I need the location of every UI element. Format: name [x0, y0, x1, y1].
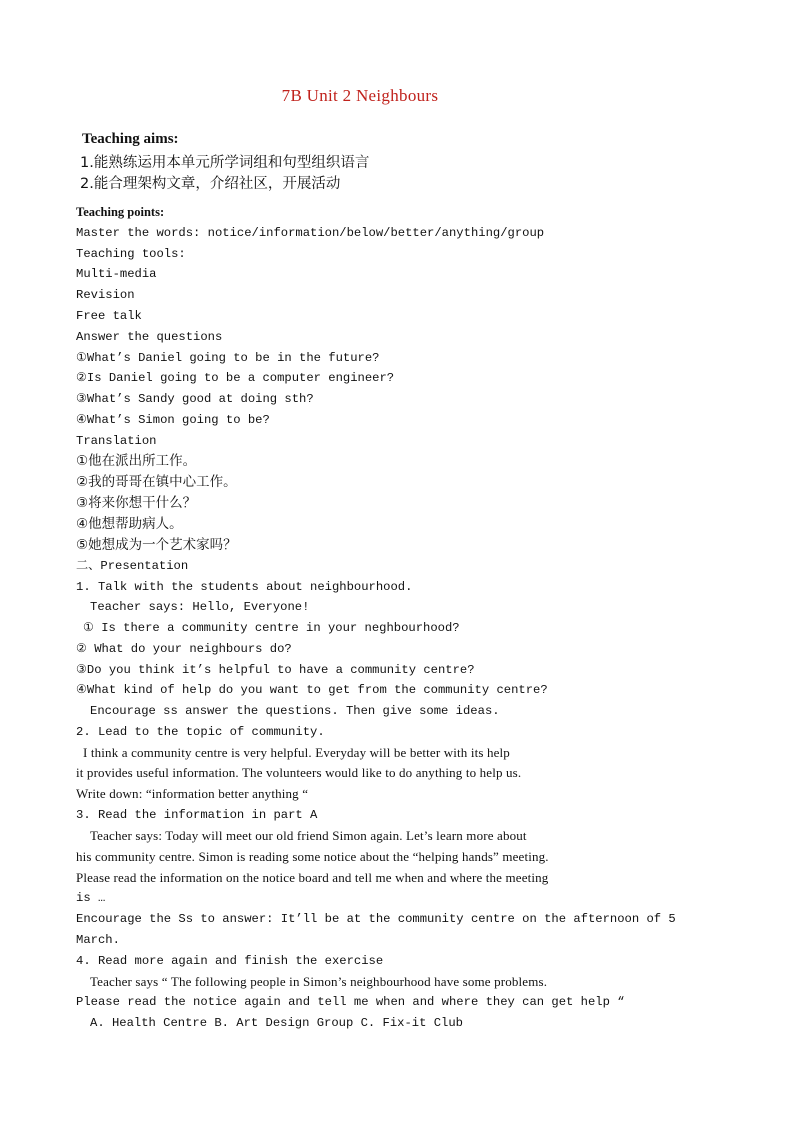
- text-line: Free talk: [76, 309, 142, 323]
- paragraph-line: it provides useful information. The volunteers would like to do anything to help us.: [76, 765, 522, 780]
- question-line: ④What’s Simon going to be?: [76, 413, 270, 427]
- translation-line: ②我的哥哥在镇中心工作。: [76, 474, 237, 490]
- text-line: 1. Talk with the students about neighbourhood.: [76, 580, 413, 594]
- text-line: Encourage ss answer the questions. Then give some ideas.: [90, 704, 500, 718]
- question-line: ② What do your neighbours do?: [76, 642, 292, 656]
- paragraph-line: Teacher says: Today will meet our old friend Simon again. Let’s learn more about: [90, 828, 527, 843]
- translation-line: ④他想帮助病人。: [76, 516, 183, 532]
- teaching-aim-2: 2.能合理架构文章，介绍社区，开展活动: [80, 176, 341, 192]
- paragraph-line: I think a community centre is very helpful. Everyday will be better with its help: [83, 745, 510, 760]
- translation-line: ①他在派出所工作。: [76, 453, 197, 469]
- paragraph-line: Teacher says “ The following people in Simon’s neighbourhood have some problems.: [90, 974, 548, 989]
- options-line: A. Health Centre B. Art Design Group C. Fix-it Club: [90, 1016, 463, 1030]
- section-heading: 二、Presentation: [76, 559, 189, 573]
- text-line: Multi-media: [76, 267, 157, 281]
- text-line: 2. Lead to the topic of community.: [76, 725, 325, 739]
- translation-line: ⑤她想成为一个艺术家吗？: [76, 537, 237, 553]
- paragraph-line: Please read the information on the notice board and tell me when and where the meeting: [76, 870, 549, 885]
- text-line: is …: [76, 891, 106, 905]
- question-line: ②Is Daniel going to be a computer engineer?: [76, 371, 395, 385]
- text-line: 4. Read more again and finish the exercise: [76, 954, 384, 968]
- question-line: ④What kind of help do you want to get from the community centre?: [76, 683, 548, 697]
- question-line: ①What’s Daniel going to be in the future?: [76, 351, 380, 365]
- document-title: 7B Unit 2 Neighbours: [281, 86, 439, 105]
- paragraph-line: his community centre. Simon is reading some notice about the “helping hands” meeting.: [76, 849, 549, 864]
- teaching-aims-heading: Teaching aims:: [82, 131, 179, 147]
- teaching-points-heading: Teaching points:: [76, 205, 165, 219]
- text-line: Translation: [76, 434, 157, 448]
- text-line: Please read the notice again and tell me when and where they can get help “: [76, 995, 625, 1009]
- text-line: Teacher says: Hello, Everyone!: [90, 600, 310, 614]
- text-line: March.: [76, 933, 120, 947]
- text-line: Master the words: notice/information/below/better/anything/group: [76, 226, 545, 240]
- text-line: Encourage the Ss to answer: It’ll be at the community centre on the afternoon of 5: [76, 912, 676, 926]
- paragraph-line: Write down: “information better anything “: [76, 786, 309, 801]
- text-line: Revision: [76, 288, 135, 302]
- question-line: ① Is there a community centre in your neghbourhood?: [83, 621, 460, 635]
- question-line: ③What’s Sandy good at doing sth?: [76, 392, 314, 406]
- question-line: ③Do you think it’s helpful to have a community centre?: [76, 663, 475, 677]
- text-line: Teaching tools:: [76, 247, 186, 261]
- text-line: 3. Read the information in part A: [76, 808, 318, 822]
- text-line: Answer the questions: [76, 330, 223, 344]
- translation-line: ③将来你想干什么？: [76, 495, 197, 511]
- teaching-aim-1: 1.能熟练运用本单元所学词组和句型组织语言: [80, 155, 370, 171]
